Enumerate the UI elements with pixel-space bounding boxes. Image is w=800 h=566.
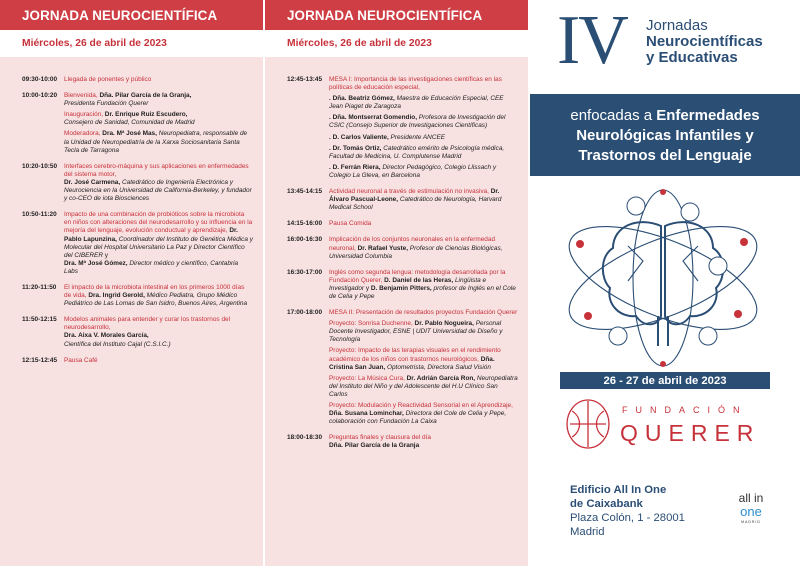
speaker-name: . Dr. Tomás Ortiz, [329, 144, 382, 152]
event-title: Bienvenida, [64, 92, 98, 100]
speaker-name: Dr. Adrián García Ron, [404, 374, 476, 382]
panel-header: JORNADA NEUROCIENTÍFICA [0, 0, 263, 30]
speaker-role: Profesora de Investigación del CSIC (Consejo Superior de Investigaciones Científicas) [329, 114, 506, 130]
time: 12:45-13:45 [287, 76, 323, 83]
program-panel-left [0, 0, 263, 566]
speaker-role: Director médico y científico, Cantabria Labs [64, 259, 239, 275]
all-in-one-logo [735, 490, 767, 526]
conjunction: y [364, 284, 370, 292]
orbit-node [740, 238, 748, 246]
schedule-item [287, 188, 518, 212]
speaker-name: D. Daniel de las Heras, [382, 276, 454, 284]
subtitle-text: Trastornos del Lenguaje [578, 147, 752, 164]
icon-circle [709, 257, 727, 275]
speaker-name: Dr. José Carmena, [64, 178, 121, 186]
cover-panel [530, 0, 800, 566]
event-title: Implicación de los conjuntos neuronales en la enfermedad neuronal, [329, 236, 496, 252]
orbit-node [576, 240, 584, 248]
speaker-role: Directora del Cole de Celia y Pepe, colaboración con Fundación La Caixa [329, 410, 507, 426]
speaker-name: Dra. Ingrid Gerold, [86, 292, 145, 300]
time: 14:15-16:00 [287, 220, 323, 228]
orbit-node [734, 310, 742, 318]
time: 10:50-11:20 [22, 211, 57, 219]
schedule-item [287, 309, 518, 426]
speaker-role: Catedrático de Neurología, Harvard Medical School [329, 196, 502, 212]
speaker-name: Dr. Pablo Nogueira, [412, 320, 474, 328]
time: 11:20-11:50 [22, 283, 57, 291]
panel-date: Miércoles, 26 de abril de 2023 [0, 30, 263, 57]
title-line: y Educativas [646, 49, 738, 66]
speaker-name: Dr. Rafael Yuste, [355, 244, 408, 252]
event-title [646, 18, 763, 66]
allin-line3: MADRID [741, 520, 761, 524]
schedule-item [287, 76, 518, 180]
icon-circle [681, 203, 699, 221]
panel-date: Miércoles, 26 de abril de 2023 [265, 30, 528, 57]
logo-brain-folds [570, 401, 606, 447]
event-title: MESA II: Presentación de resultados proyectos Fundación Querer [329, 309, 518, 317]
speaker-role: profesor de Inglés en el Cole de Celia y Pepe [329, 284, 516, 300]
time: 16:00-16:30 [287, 236, 323, 244]
time: 11:50-12:15 [22, 316, 57, 324]
time: 13:45-14:15 [287, 188, 323, 196]
project-title: Proyecto: Impacto de las terapias visuales en el rendimiento académico de los niños con trastornos neurológicos, [329, 347, 501, 363]
time: 10:00-10:20 [22, 92, 58, 100]
title-line: Neurocientíficas [646, 33, 763, 50]
speaker-role: Optometrista, Directora Salud Visión [385, 363, 491, 371]
speaker-name: . Dña. Montserrat Gomendio, [329, 114, 417, 122]
event-title: Actividad neuronal a través de estimulación no invasiva, [329, 188, 489, 196]
schedule-item [287, 434, 518, 450]
schedule-item [22, 76, 253, 84]
speaker-name: Dr. Pablo Lapunzina, [64, 227, 238, 243]
schedule-item [22, 92, 253, 155]
icon-circle [699, 327, 717, 345]
speaker-role: Personal Docente Investigador, ESNE | UDIT Universidad de Diseño y Tecnología [329, 320, 503, 344]
venue-line: Madrid [570, 526, 605, 538]
subtitle-text: Neurológicas Infantiles y [576, 127, 754, 144]
time: 16:30-17:00 [287, 268, 323, 276]
schedule-item [22, 316, 253, 348]
event-title: Impacto de una combinación de probióticos sobre la microbiota en niños con alteraciones del neurodesarrollo y su influencia en la mejoría del lenguaje, evolución conductual y aprendizaje, [64, 211, 253, 235]
time: 10:20-10:50 [22, 162, 58, 170]
edition-numeral: IV [557, 2, 627, 79]
speaker-role: Neuropediatra del Instituto del Niño y del Adolescente del H.U Clínico San Carlos [329, 374, 518, 398]
speaker-role: Médico Pediatra, Grupo Médico Pediátrico de Las Lomas de San Isidro, Buenos Aires, Argentina [64, 292, 248, 308]
venue-line: Edificio All In One [570, 484, 667, 496]
event-title: Inauguración, [64, 111, 104, 119]
speaker-role: Lingüista e Investigador [329, 276, 487, 292]
speaker-role: Coordinador del Instituto de Genética Médica y Molecular del Hospital Universitario La Paz y Director Científico del CIBERER [64, 235, 253, 259]
speaker-role: Profesor de Ciencias Biológicas, Universidad Columbia [329, 244, 503, 260]
speaker-role: Catedrático emérito de Psicología médica, Facultad de Medicina, U. Complutense Madrid [329, 144, 505, 160]
event-title: Llegada de ponentes y público [64, 76, 152, 83]
icon-circle [609, 327, 627, 345]
event-title: Moderadora, [64, 130, 101, 138]
speaker-role: Neuropediatra, responsable de la Unidad de Neuropediatría de la Xarxa Sociosanitaria Santa Tecla de Tarragona [64, 130, 248, 154]
allin-line2: one [740, 504, 762, 519]
neural-path [628, 246, 698, 281]
event-title: Pausa Café [64, 356, 98, 364]
venue-line: Plaza Colón, 1 - 28001 [570, 512, 685, 524]
speaker-name: . D. Ferrán Riera, [329, 163, 381, 171]
speaker-name: Dra. Mª José Mas, [100, 130, 157, 138]
speaker-name: Dr. Enrique Ruiz Escudero, [103, 111, 188, 119]
logo-fundacion-text: FUNDACIÓN [622, 405, 748, 415]
project-title: Proyecto: Modulación y Reactividad Sensorial en el Aprendizaje, [329, 402, 513, 409]
subtitle-band [530, 94, 800, 176]
time: 09:30-10:00 [22, 76, 58, 83]
venue-address [570, 483, 685, 539]
speaker-role: Científica del Instituto Cajal (C.S.I.C.) [64, 340, 171, 348]
event-title: MESA I: Importancia de las investigaciones científicas en las políticas de educación especial, [329, 76, 502, 92]
schedule-item [22, 211, 253, 276]
event-title: Preguntas finales y clausura del día [329, 434, 431, 442]
panel-header: JORNADA NEUROCIENTÍFICA [265, 0, 528, 30]
event-title: Pausa Comida [329, 220, 372, 228]
orbit-node [660, 189, 666, 195]
time: 12:15-12:45 [22, 356, 58, 364]
schedule-item [22, 163, 253, 203]
program-panel-middle [265, 0, 528, 566]
time: 18:00-18:30 [287, 434, 323, 442]
speaker-name: . Dña. Beatriz Gómez, [329, 95, 395, 103]
venue-line: de Caixabank [570, 498, 643, 510]
title-line: Jornadas [646, 17, 708, 34]
schedule-item [22, 284, 253, 308]
speaker-role: Catedrático de Ingeniería Electrónica y Neurociencia en la Universidad de California-Berkeley, y fundador y co-CEO de iota Biosciences [64, 178, 252, 203]
orbit-node [660, 361, 666, 367]
speaker-name: Dña. Pilar García de la Granja, [97, 92, 192, 100]
speaker-role: Director Pedagógico, Colegio Llissach y Colegio La Gleva, en Barcelona [329, 163, 497, 179]
event-title: Interfaces cerebro-máquina y sus aplicaciones en enfermedades del sistema motor, [64, 162, 249, 178]
allin-line1: all in [738, 491, 764, 505]
orbit-ellipse [558, 205, 768, 350]
brain-orbit-illustration [558, 186, 768, 368]
schedule-item [287, 269, 518, 301]
event-title: El impacto de la microbiota intestinal en los primeros 1000 días de vida, [64, 283, 245, 300]
speaker-name: Dña. Cristina San Juan, [329, 355, 495, 371]
speaker-name: Dña. Pilar García de la Granja [329, 442, 420, 450]
conjunction: y [103, 251, 109, 259]
speaker-name: D. Benjamin Pitters, [369, 284, 432, 292]
time: 17:00-18:00 [287, 309, 323, 317]
speaker-name: . D. Carlos Valiente, [329, 133, 389, 141]
icon-circle [627, 197, 645, 215]
speaker-role: Maestra de Educación Especial, CEE Jean Piaget de Zaragoza [329, 95, 504, 111]
project-title: Proyecto: Sonrisa Duchenne, [329, 320, 413, 328]
schedule-item [287, 236, 518, 260]
speaker-role: Presidente ANCEE [388, 133, 446, 141]
speaker-name: Dra. Mª José Gómez, [64, 259, 128, 267]
schedule-item [287, 220, 518, 228]
schedule-item [22, 357, 253, 365]
event-title: Inglés como segunda lengua: metodología desarrollada por la Fundación Querer, [329, 268, 506, 284]
event-title: Modelos animales para entender y curar los trastornos del neurodesarrollo, [64, 316, 231, 332]
brain-left-hemisphere [603, 222, 661, 324]
speaker-name: Dña. Susana Lominchar, [329, 410, 404, 418]
project-title: Proyecto: La Música Cura, [329, 374, 405, 382]
subtitle-text: enfocadas a [570, 107, 657, 124]
event-dates: 26 - 27 de abril de 2023 [560, 372, 770, 389]
logo-querer-text: QUERER [620, 420, 761, 446]
speaker-role: Presidenta Fundación Querer [64, 100, 149, 108]
subtitle-text: Enfermedades [656, 107, 760, 124]
orbit-node [584, 312, 592, 320]
speaker-name: Dr. Álvaro Pascual-Leone, [329, 188, 500, 204]
speaker-name: Dra. Aixa V. Morales García, [64, 332, 149, 340]
speaker-role: Consejero de Sanidad, Comunidad de Madrid [64, 119, 195, 127]
